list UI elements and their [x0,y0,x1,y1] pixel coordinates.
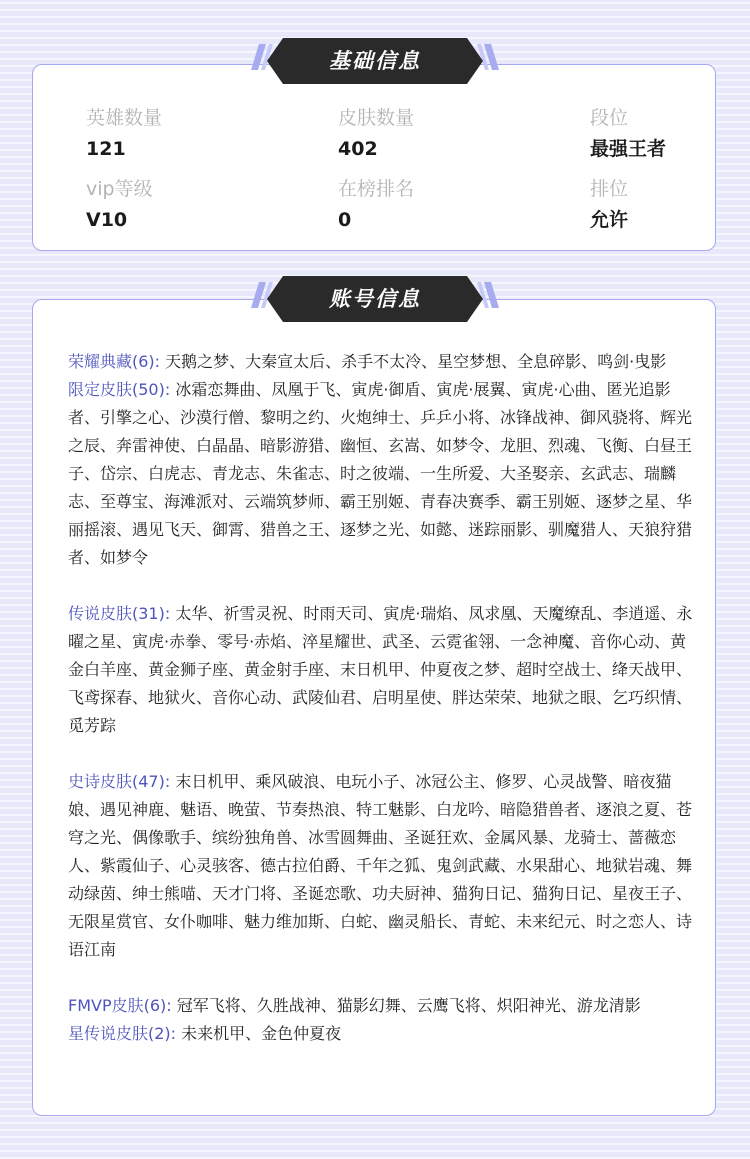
leaderboard-label: 在榜排名 [338,178,415,200]
account-info-banner [247,276,503,322]
vip-stat [86,177,153,232]
legend-skins [68,600,696,740]
rank-label: 段位 [590,107,629,129]
skin-count-stat [338,106,414,161]
vip-value: V10 [86,209,128,231]
fmvp-skins-label: FMVP皮肤(6): [68,996,172,1015]
honor-skins-label: 荣耀典藏(6): [68,352,161,371]
section-gap [68,740,696,768]
ranking-label: 排位 [590,178,629,200]
rank-stat [590,106,666,161]
limited-skins [68,376,696,572]
honor-skins-items: 天鹅之梦、大秦宣太后、杀手不太冷、星空梦想、全息碎影、鸣剑·曳影 [165,352,667,371]
epic-skins-items: 末日机甲、乘风破浪、电玩小子、冰冠公主、修罗、心灵战警、暗夜猫娘、遇见神鹿、魅语、晚萤、节奏热浪、特工魅影、白龙吟、暗隐猎兽者、逐浪之夏、苍穹之光、偶像歌手、缤纷独角兽、冰雪圆舞曲、圣诞狂欢、金属风暴、龙骑士、蔷薇恋人、紫霞仙子、心灵骇客、德古拉伯爵、千年之狐、鬼剑武藏、水果甜心、地狱岩魂、舞动绿茵、绅士熊喵、天才门将、圣诞恋歌、功夫厨神、猫狗日记、猫狗日记、星夜王子、无限星赏官、女仆咖啡、魅力维加斯、白蛇、幽灵船长、青蛇、未来纪元、时之恋人、诗语江南 [68,772,693,959]
ranking-stat [590,177,628,232]
hero-count-stat [86,106,162,161]
limited-skins-label: 限定皮肤(50): [68,380,171,399]
legend-skins-label: 传说皮肤(31): [68,604,171,623]
honor-skins [68,348,696,376]
rank-value: 最强王者 [590,138,667,160]
basic-info-banner [247,38,503,84]
star-legend-skins-items: 未来机甲、金色仲夏夜 [181,1024,342,1043]
fmvp-skins [68,992,696,1020]
vip-label: vip等级 [86,178,153,200]
limited-skins-items: 冰霜恋舞曲、凤凰于飞、寅虎·御盾、寅虎·展翼、寅虎·心曲、匿光追影者、引擎之心、沙漠行僧、黎明之约、火炮绅士、乒乒小将、冰锋战神、御风骁将、辉光之辰、奔雷神使、白晶晶、暗影游猎、幽恒、玄嵩、如梦令、龙胆、烈魂、飞衡、白昼王子、岱宗、白虎志、青龙志、朱雀志、时之彼端、一生所爱、大圣娶亲、玄武志、瑞麟志、至尊宝、海滩派对、云端筑梦师、霸王别姬、青春决赛季、霸王别姬、逐梦之星、华丽摇滚、遇见飞天、御霄、猎兽之王、逐梦之光、如懿、迷踪丽影、驯魔猎人、天狼狩猎者、如梦令 [68,380,693,567]
ranking-value: 允许 [590,209,629,231]
epic-skins-label: 史诗皮肤(47): [68,772,171,791]
leaderboard-value: 0 [338,209,352,231]
fmvp-skins-items: 冠军飞将、久胜战神、猫影幻舞、云鹰飞将、炽阳神光、游龙清影 [176,996,641,1015]
star-legend-skins [68,1020,696,1048]
basic-info-title: 基础信息 [329,49,421,73]
leaderboard-stat [338,177,414,232]
skin-count-value: 402 [338,138,378,160]
skin-count-label: 皮肤数量 [338,107,415,129]
hero-count-label: 英雄数量 [86,107,163,129]
skin-list [68,348,696,1048]
star-legend-skins-label: 星传说皮肤(2): [68,1024,177,1043]
section-gap [68,572,696,600]
legend-skins-items: 太华、祈雪灵祝、时雨天司、寅虎·瑞焰、凤求凰、天魔缭乱、李逍遥、永曜之星、寅虎·赤拳、零号·赤焰、淬星耀世、武圣、云霓雀翎、一念神魔、音你心动、黄金白羊座、黄金狮子座、黄金射手座、末日机甲、仲夏夜之梦、超时空战士、绛天战甲、飞鸢探春、地狱火、音你心动、武陵仙君、启明星使、胖达荣荣、地狱之眼、乞巧织情、觅芳踪 [68,604,693,735]
account-info-title: 账号信息 [329,287,421,311]
section-gap [68,964,696,992]
hero-count-value: 121 [86,138,126,160]
epic-skins [68,768,696,964]
